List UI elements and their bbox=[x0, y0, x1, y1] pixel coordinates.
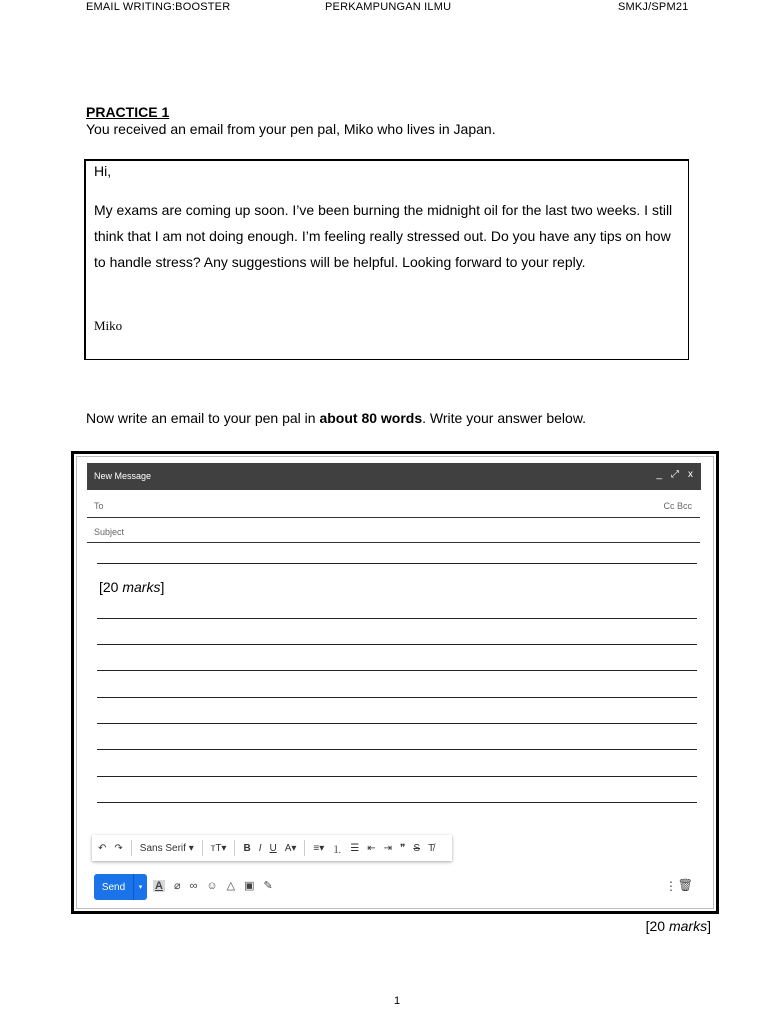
send-button[interactable] bbox=[94, 874, 147, 900]
compose-title: New Message bbox=[94, 471, 152, 481]
header-right: SMKJ/SPM21 bbox=[618, 1, 689, 13]
answer-line bbox=[97, 618, 697, 619]
marks-word: marks bbox=[122, 579, 161, 595]
signature-icon[interactable]: ✎ bbox=[263, 880, 273, 892]
text-color-icon[interactable]: A▾ bbox=[284, 842, 297, 854]
send-button-label: Send bbox=[101, 881, 126, 893]
answer-line bbox=[97, 670, 697, 671]
underline-icon[interactable]: U bbox=[269, 842, 277, 854]
toolbar-divider bbox=[234, 840, 235, 856]
send-options-icon[interactable]: ▾ bbox=[133, 874, 147, 900]
instruction-text-before: Now write an email to your pen pal in bbox=[86, 410, 320, 426]
writing-instruction bbox=[86, 410, 586, 426]
close-icon[interactable]: x bbox=[688, 469, 693, 480]
marks-word: marks bbox=[668, 918, 708, 934]
italic-icon[interactable]: I bbox=[258, 842, 262, 854]
toolbar-divider bbox=[304, 840, 305, 856]
answer-line bbox=[97, 749, 697, 750]
marks-label-inside bbox=[99, 579, 164, 595]
emoji-icon[interactable]: ☺ bbox=[206, 879, 218, 892]
answer-line bbox=[97, 644, 697, 645]
answer-line bbox=[97, 802, 697, 803]
trash-icon[interactable]: 🗑 bbox=[677, 878, 693, 892]
subject-field-label[interactable]: Subject bbox=[94, 527, 125, 537]
compose-actions bbox=[153, 879, 273, 892]
answer-line bbox=[97, 776, 697, 777]
bulleted-list-icon[interactable]: ☰ bbox=[350, 842, 360, 854]
align-icon[interactable]: ≡▾ bbox=[313, 842, 325, 854]
indent-more-icon[interactable]: ⇥ bbox=[383, 842, 393, 854]
marks-suffix: ] bbox=[160, 579, 165, 595]
page-number: 1 bbox=[394, 995, 401, 1007]
numbered-list-icon[interactable]: ⒈ bbox=[332, 844, 343, 856]
email-signature: Miko bbox=[94, 318, 123, 333]
email-greeting: Hi, bbox=[94, 163, 112, 179]
redo-icon[interactable]: ↷ bbox=[114, 842, 123, 854]
compose-window bbox=[76, 456, 714, 909]
expand-icon[interactable]: ⤢ bbox=[671, 469, 679, 480]
instruction-text-after: . Write your answer below. bbox=[422, 410, 587, 426]
toolbar-divider bbox=[202, 840, 203, 856]
practice-intro: You received an email from your pen pal, Miko who lives in Japan. bbox=[86, 121, 496, 137]
quote-icon[interactable]: ❞ bbox=[400, 842, 406, 854]
chevron-down-icon: ▾ bbox=[188, 842, 194, 854]
email-body: My exams are coming up soon. I’ve been burning the midnight oil for the last two weeks. I still think that I am not doing enough. I’m feeling really stressed out. Do you have any tips on how to handle stress? Any suggestions will be helpful. Looking forward to your reply. bbox=[94, 202, 673, 270]
instruction-word-count: about 80 words bbox=[319, 410, 423, 426]
practice-title: PRACTICE 1 bbox=[86, 104, 170, 120]
formatting-toolbar bbox=[92, 835, 452, 861]
link-icon[interactable]: ∞ bbox=[189, 879, 198, 892]
font-family-select[interactable] bbox=[140, 843, 194, 854]
to-field-underline bbox=[87, 517, 700, 518]
font-family-value: Sans Serif bbox=[139, 842, 186, 854]
header-center: PERKAMPUNGAN ILMU bbox=[325, 1, 452, 13]
answer-line bbox=[97, 697, 697, 698]
indent-less-icon[interactable]: ⇤ bbox=[367, 842, 376, 854]
strikethrough-icon[interactable]: S bbox=[413, 842, 421, 854]
subject-field-underline bbox=[87, 542, 700, 543]
photo-icon[interactable]: ▣ bbox=[244, 880, 255, 892]
compose-title-bar bbox=[87, 463, 701, 490]
to-field-label[interactable]: To bbox=[94, 501, 104, 511]
marks-prefix: [20 bbox=[645, 918, 669, 934]
marks-label bbox=[646, 918, 711, 934]
cc-bcc-link[interactable]: Cc Bcc bbox=[663, 501, 692, 511]
answer-line bbox=[97, 723, 697, 724]
minimize-icon[interactable]: _ bbox=[656, 469, 662, 480]
drive-icon[interactable]: △ bbox=[226, 880, 236, 892]
received-email-box bbox=[84, 159, 689, 360]
formatting-options-icon[interactable]: A bbox=[155, 879, 163, 892]
bold-icon[interactable]: B bbox=[243, 842, 251, 854]
attach-icon[interactable]: ⌀ bbox=[173, 880, 181, 892]
marks-prefix: [20 bbox=[99, 579, 123, 595]
answer-line bbox=[97, 563, 697, 564]
marks-suffix: ] bbox=[707, 918, 711, 934]
compose-window-frame bbox=[71, 451, 719, 914]
toolbar-divider bbox=[131, 840, 132, 856]
more-options-icon[interactable]: ⋮ bbox=[665, 879, 677, 893]
clear-formatting-icon[interactable]: T̸ bbox=[428, 842, 435, 854]
undo-icon[interactable]: ↶ bbox=[98, 842, 107, 854]
window-controls bbox=[656, 469, 693, 480]
font-size-icon[interactable]: ᴛT▾ bbox=[210, 842, 227, 854]
header-left: EMAIL WRITING:BOOSTER bbox=[86, 1, 231, 13]
